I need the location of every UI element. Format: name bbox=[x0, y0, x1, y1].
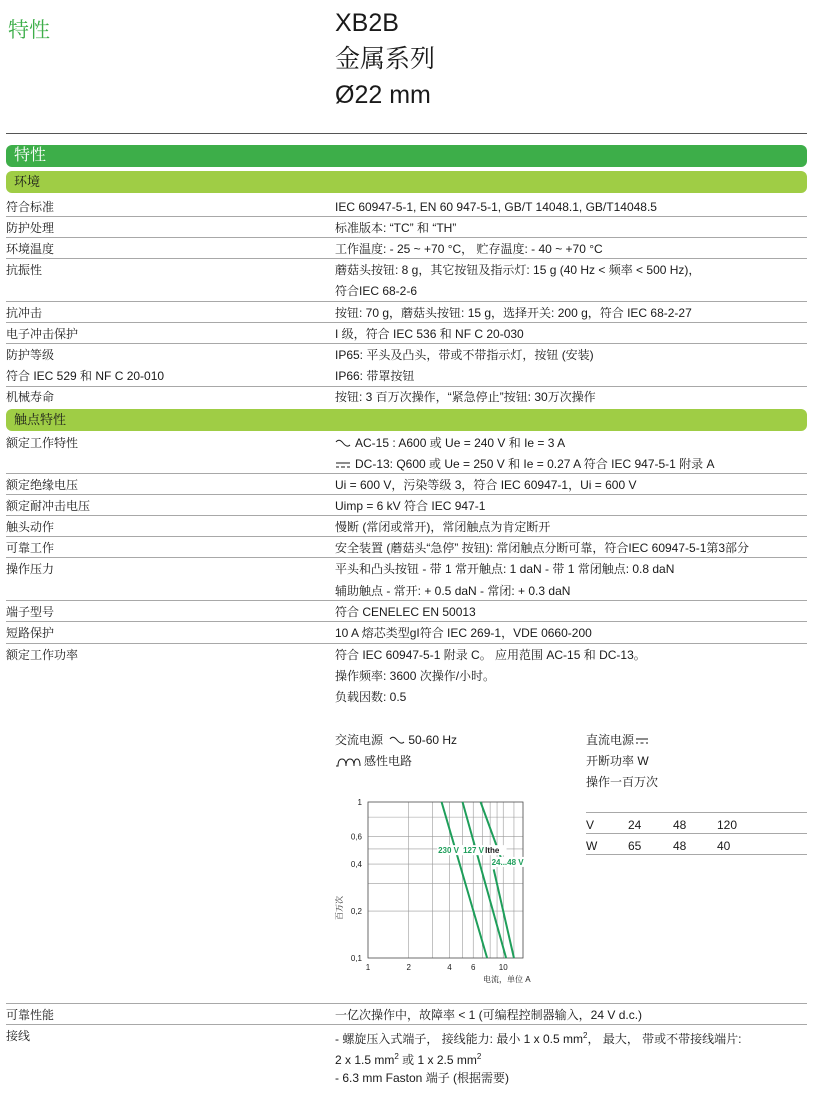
action-value: 慢断 (常闭或常开)，常闭触点为肯定断开 bbox=[335, 520, 551, 534]
breaking-power: 开断功率 W bbox=[586, 754, 649, 768]
row-label: 防护等级 bbox=[6, 348, 55, 362]
force-label: 操作压力 bbox=[6, 562, 55, 576]
chart-annotation: 24...48 V bbox=[491, 857, 524, 867]
row-value: IP65: 平头及凸头，带或不带指示灯，按钮 (安装) bbox=[335, 348, 594, 362]
row-divider bbox=[6, 473, 807, 474]
chart-y-tick-label: 0,4 bbox=[350, 860, 362, 870]
reliability-label: 可靠性能 bbox=[6, 1008, 55, 1022]
row-divider bbox=[6, 536, 807, 537]
row-value-line2: 符合IEC 68-2-6 bbox=[335, 284, 418, 298]
row-divider bbox=[6, 621, 807, 622]
dc-table-cell: 48 bbox=[673, 818, 687, 832]
row-value: 蘑菇头按钮: 8 g，其它按钮及指示灯: 15 g (40 Hz < 频率 < 500 Hz)， bbox=[335, 263, 701, 277]
row-divider bbox=[6, 1024, 807, 1025]
short-label: 短路保护 bbox=[6, 626, 55, 640]
row-divider bbox=[6, 237, 807, 238]
row-label: 符合标准 bbox=[6, 200, 55, 214]
reliable-label: 可靠工作 bbox=[6, 541, 55, 555]
section-band-environment bbox=[6, 171, 807, 193]
section-main-title: 特性 bbox=[14, 147, 47, 164]
inductive-circuit bbox=[335, 754, 412, 768]
dc-table-cell: 120 bbox=[717, 818, 738, 832]
row-label-line2: 符合 IEC 529 和 NF C 20-010 bbox=[6, 369, 165, 383]
chart-y-tick-label: 0,1 bbox=[350, 954, 362, 963]
row-value-line2: IP66: 带罩按钮 bbox=[335, 369, 415, 383]
chart-x-axis-label: 电流，单位 A bbox=[483, 975, 531, 984]
life-chart-svg bbox=[330, 790, 570, 990]
insulation-value: Ui = 600 V，污染等级 3，符合 IEC 60947-1，Ui = 600 V bbox=[335, 478, 637, 492]
row-value: 按钮: 3 百万次操作，“紧急停止”按钮: 30万次操作 bbox=[335, 390, 596, 404]
row-divider bbox=[6, 386, 807, 387]
wiring-sup: 2 bbox=[476, 1052, 482, 1061]
wiring-label: 接线 bbox=[6, 1029, 31, 1043]
chart-series-line bbox=[494, 869, 514, 958]
chart-annotation: 127 V bbox=[463, 846, 485, 856]
row-divider bbox=[6, 1003, 807, 1004]
row-divider bbox=[6, 557, 807, 558]
dc-table-cell: 24 bbox=[628, 818, 642, 832]
power-value-1: 符合 IEC 60947-5-1 附录 C。 应用范围 AC-15 和 DC-13。 bbox=[335, 648, 646, 662]
ac-supply-label: 交流电源 bbox=[335, 733, 384, 747]
dc-table-top-rule bbox=[586, 812, 807, 813]
short-value: 10 A 熔芯类型gI符合 IEC 269-1，VDE 0660-200 bbox=[335, 626, 592, 640]
chart-annotation: 230 V bbox=[438, 846, 460, 856]
rated-op-ac-text: AC-15 : A600 或 Ue = 240 V 和 Ie = 3 A bbox=[355, 436, 566, 450]
row-value: I 级，符合 IEC 536 和 NF C 20-030 bbox=[335, 327, 524, 341]
ops-million: 操作一百万次 bbox=[586, 775, 659, 789]
environment-title: 环境 bbox=[14, 174, 41, 189]
dc-symbol-icon bbox=[635, 736, 649, 746]
rated-op-dc bbox=[335, 457, 715, 471]
row-divider bbox=[6, 322, 807, 323]
chart-series-line bbox=[442, 802, 488, 958]
chart-y-axis-label: 百万次 bbox=[335, 896, 344, 920]
chart-y-tick-label: 0,2 bbox=[350, 907, 362, 917]
wiring-sup: 2 bbox=[583, 1031, 588, 1040]
inductor-icon bbox=[335, 757, 361, 767]
reliable-value: 安全装置 (蘑菇头“急停” 按钮): 常闭触点分断可靠，符合IEC 60947-5-1第3部分 bbox=[335, 541, 750, 555]
chart-x-tick-label: 6 bbox=[471, 963, 476, 972]
power-label: 额定工作功率 bbox=[6, 648, 79, 662]
dc-table-cell: 65 bbox=[628, 839, 642, 853]
impulse-value: Uimp = 6 kV 符合 IEC 947-1 bbox=[335, 499, 486, 513]
row-divider bbox=[6, 258, 807, 259]
row-label: 防护处理 bbox=[6, 221, 55, 235]
row-divider bbox=[6, 643, 807, 644]
dc-table-cell: V bbox=[586, 818, 595, 832]
ac-symbol-icon bbox=[335, 439, 351, 449]
row-divider bbox=[6, 515, 807, 516]
dc-supply-label: 直流电源 bbox=[586, 733, 635, 747]
row-label: 抗冲击 bbox=[6, 306, 43, 320]
section-band-main bbox=[6, 145, 807, 167]
dc-table-row-rule bbox=[586, 833, 807, 834]
ac-supply bbox=[335, 733, 457, 747]
chart-series-line bbox=[463, 802, 507, 958]
power-value-2: 操作频率: 3600 次操作/小时。 bbox=[335, 669, 496, 683]
terminal-value: 符合 CENELEC EN 50013 bbox=[335, 605, 476, 619]
wiring-value-2 bbox=[335, 1050, 481, 1067]
product-code: XB2B bbox=[335, 9, 399, 37]
wiring-value-1b: ， 最大， 带或不带接线端片: bbox=[587, 1032, 742, 1046]
chart-x-tick-label: 10 bbox=[498, 963, 508, 972]
wiring-value-1a: - 螺旋压入式端子， 接线能力: 最小 1 x 0.5 mm bbox=[335, 1032, 584, 1046]
product-diameter: Ø22 mm bbox=[335, 81, 431, 109]
impulse-label: 额定耐冲击电压 bbox=[6, 499, 91, 513]
inductive-label: 感性电路 bbox=[364, 754, 413, 768]
wiring-value-2a: 2 x 1.5 mm bbox=[335, 1053, 395, 1067]
section-band-contact bbox=[6, 409, 807, 431]
insulation-label: 额定绝缘电压 bbox=[6, 478, 79, 492]
row-divider bbox=[6, 343, 807, 344]
row-value: 标准版本: “TC” 和 “TH” bbox=[335, 221, 457, 235]
row-label: 机械寿命 bbox=[6, 390, 55, 404]
row-divider bbox=[6, 216, 807, 217]
power-value-3: 负载因数: 0.5 bbox=[335, 690, 407, 704]
wiring-value-3: - 6.3 mm Faston 端子 (根据需要) bbox=[335, 1071, 510, 1085]
action-label: 触头动作 bbox=[6, 520, 55, 534]
chart-annotation: Ithe bbox=[485, 846, 500, 856]
header-divider bbox=[6, 133, 807, 134]
side-title: 特性 bbox=[8, 19, 50, 42]
dc-table-cell: 48 bbox=[673, 839, 687, 853]
dc-table-cell: 40 bbox=[717, 839, 731, 853]
chart-x-tick-label: 4 bbox=[447, 963, 452, 972]
row-divider bbox=[6, 301, 807, 302]
wiring-sup: 2 bbox=[394, 1052, 399, 1061]
dc-supply bbox=[586, 733, 649, 747]
dc-symbol-icon bbox=[335, 460, 351, 470]
chart-x-tick-label: 1 bbox=[365, 963, 371, 972]
dc-table-cell: W bbox=[586, 839, 598, 853]
force-value-2: 辅助触点 - 常开: + 0.5 daN - 常闭: + 0.3 daN bbox=[335, 584, 571, 598]
rated-op-ac bbox=[335, 436, 565, 450]
contact-title: 触点特性 bbox=[14, 412, 67, 427]
rated-op-dc-text: DC-13: Q600 或 Ue = 250 V 和 Ie = 0.27 A 符合 IEC 947-5-1 附录 A bbox=[355, 457, 715, 471]
ac-symbol-icon bbox=[389, 736, 405, 746]
row-divider bbox=[6, 600, 807, 601]
terminal-label: 端子型号 bbox=[6, 605, 55, 619]
row-value: IEC 60947-5-1, EN 60 947-5-1, GB/T 14048.1, GB/T14048.5 bbox=[335, 200, 657, 214]
row-divider bbox=[6, 494, 807, 495]
wiring-value-2b: 或 1 x 2.5 mm bbox=[398, 1053, 477, 1067]
row-label: 抗振性 bbox=[6, 263, 43, 277]
ac-freq: 50-60 Hz bbox=[408, 733, 458, 747]
row-value: 工作温度: - 25 ~ +70 °C， 贮存温度: - 40 ~ +70 °C bbox=[335, 242, 603, 256]
row-label: 电子冲击保护 bbox=[6, 327, 79, 341]
product-series: 金属系列 bbox=[335, 45, 436, 73]
chart-y-tick-label: 0,6 bbox=[350, 832, 362, 842]
row-label: 环境温度 bbox=[6, 242, 55, 256]
chart-y-tick-label: 1 bbox=[357, 798, 362, 807]
life-chart bbox=[330, 790, 570, 990]
force-value-1: 平头和凸头按钮 - 带 1 常开触点: 1 daN - 带 1 常闭触点: 0.8 daN bbox=[335, 562, 675, 576]
reliability-value: 一亿次操作中，故障率 < 1 (可编程控制器输入，24 V d.c.) bbox=[335, 1008, 643, 1022]
chart-x-tick-label: 2 bbox=[406, 963, 411, 972]
dc-table-bottom-rule bbox=[586, 854, 807, 855]
row-value: 按钮: 70 g，蘑菇头按钮: 15 g，选择开关: 200 g，符合 IEC 68-2-27 bbox=[335, 306, 692, 320]
wiring-value-1 bbox=[335, 1029, 742, 1046]
rated-op-label: 额定工作特性 bbox=[6, 436, 79, 450]
